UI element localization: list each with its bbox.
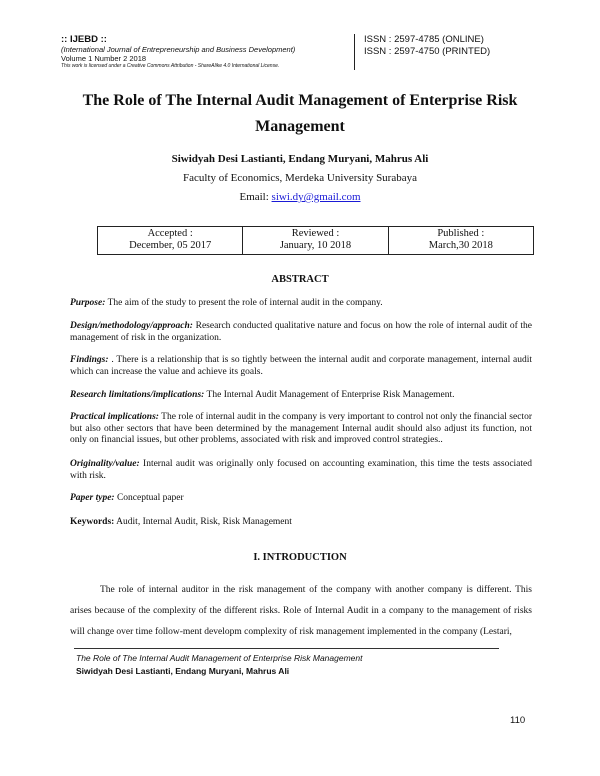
license-notice[interactable]: This work is licensed under a Creative Commons Attribution - ShareAlike 4.0 International License. — [61, 63, 280, 69]
issn-printed: ISSN : 2597-4750 (PRINTED) — [364, 46, 491, 57]
paper-type-label: Paper type: — [70, 493, 115, 503]
accepted-label: Accepted : — [147, 228, 193, 239]
reviewed-date: January, 10 2018 — [279, 240, 352, 251]
email-line — [60, 191, 540, 203]
introduction-heading: I. INTRODUCTION — [253, 552, 347, 563]
email-label: Email: — [239, 191, 272, 203]
accepted-date: December, 05 2017 — [129, 240, 212, 251]
paper-title: The Role of The Internal Audit Management of Enterprise Risk Management — [82, 92, 518, 135]
design-text: Research conducted qualitative nature and focus on how the role of internal audit of the management of risk in the organization. — [70, 321, 532, 343]
practical-label: Practical implications: — [70, 412, 159, 422]
published-date: March,30 2018 — [428, 240, 493, 251]
abstract-paper-type — [70, 493, 532, 505]
email-link[interactable]: siwi.dy@gmail.com — [271, 191, 361, 203]
footer-authors: Siwidyah Desi Lastianti, Endang Muryani, Mahrus Ali — [76, 666, 290, 676]
published-cell — [388, 227, 533, 255]
paper-type-text: Conceptual paper — [114, 493, 184, 503]
paper-authors: Siwidyah Desi Lastianti, Endang Muryani, Mahrus Ali — [171, 153, 429, 165]
abstract-heading: ABSTRACT — [271, 274, 329, 285]
journal-full-name: (International Journal of Entrepreneurship and Business Development) — [61, 45, 296, 54]
reviewed-cell — [243, 227, 388, 255]
practical-text: The role of internal audit in the company is very important to control not only the financial sector but also other sectors that have been determined by the management Internal audit should also adjust its function, not only on financial issues, but other problems, associated with risk and improved control strategies.. — [70, 412, 532, 445]
keywords-text: Audit, Internal Audit, Risk, Risk Management — [114, 517, 292, 527]
originality-label: Originality/value: — [70, 459, 140, 469]
page-number: 110 — [510, 715, 526, 726]
published-label: Published : — [437, 228, 485, 239]
issn-block — [364, 34, 490, 58]
abstract-keywords — [70, 517, 532, 529]
purpose-text: The aim of the study to present the role of internal audit in the company. — [105, 298, 383, 308]
header-divider — [354, 34, 355, 70]
purpose-label: Purpose: — [70, 298, 106, 308]
keywords-label: Keywords: — [70, 517, 115, 527]
design-label: Design/methodology/approach: — [70, 321, 193, 331]
journal-header — [61, 34, 351, 70]
abstract-purpose — [70, 298, 532, 310]
journal-name: :: IJEBD :: — [61, 34, 107, 45]
issn-online: ISSN : 2597-4785 (ONLINE) — [364, 34, 484, 45]
accepted-cell — [98, 227, 243, 255]
findings-label: Findings: — [70, 355, 109, 365]
reviewed-label: Reviewed : — [291, 228, 340, 239]
footer-title: The Role of The Internal Audit Management of Enterprise Risk Management — [76, 653, 363, 663]
dates-table — [97, 226, 534, 255]
paper-affiliation: Faculty of Economics, Merdeka University Surabaya — [183, 172, 417, 184]
abstract-originality — [70, 459, 532, 482]
originality-text: Internal audit was originally only focused on accounting examination, this time the tests associated with risk. — [70, 459, 532, 481]
findings-text: . There is a relationship that is so tightly between the internal audit and corporate management, internal audit which can increase the value and achieve its goals. — [70, 355, 532, 377]
abstract-findings — [70, 355, 532, 378]
journal-volume: Volume 1 Number 2 2018 — [61, 54, 147, 63]
limitations-label: Research limitations/implications: — [70, 390, 205, 400]
abstract-design — [70, 321, 532, 344]
abstract-practical — [70, 412, 532, 447]
abstract-limitations — [70, 390, 532, 402]
introduction-text: The role of internal auditor in the risk management of the company with another company is different. This arises because of the complexity of the different risks. Role of Internal Audit in a company to the management of risks will change over time follow-ment developm complexity of risk management implemented in the company (Lestari, — [70, 585, 532, 637]
limitations-text: The Internal Audit Management of Enterprise Risk Management. — [204, 390, 455, 400]
footer-rule — [74, 648, 499, 649]
